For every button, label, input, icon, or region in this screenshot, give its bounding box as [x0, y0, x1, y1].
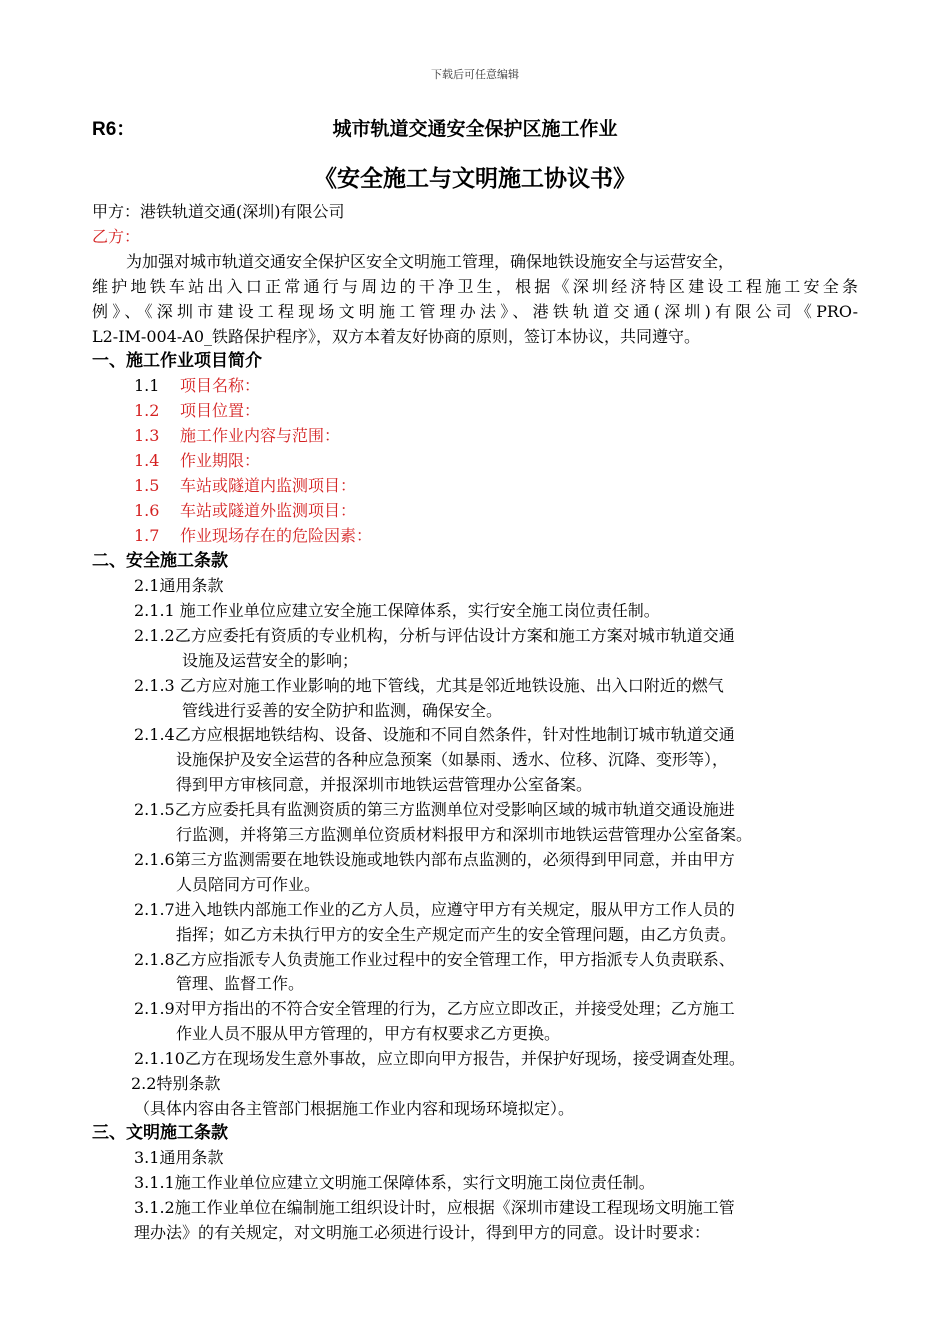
clause-line: 人员陪同方可作业。: [176, 875, 321, 894]
item-number: 1.1: [134, 376, 160, 395]
clause-line: 指挥；如乙方未执行甲方的安全生产规定而产生的安全管理问题，由乙方负责。: [176, 925, 737, 944]
subsection-heading: 3.1通用条款: [134, 1148, 224, 1167]
project-item: [134, 526, 372, 546]
section-heading: 一、施工作业项目简介: [92, 351, 262, 371]
section-heading: 二、安全施工条款: [92, 551, 228, 571]
item-number: 1.2: [134, 401, 160, 420]
section-heading: 三、文明施工条款: [92, 1123, 228, 1143]
clause-line: 管理、监督工作。: [176, 974, 305, 993]
project-item: [134, 426, 340, 446]
clause-line: 3.1.1施工作业单位应建立文明施工保障体系，实行文明施工岗位责任制。: [134, 1173, 655, 1192]
document-code: R6：: [92, 119, 136, 140]
item-label: 项目名称：: [180, 376, 261, 395]
clause-line: 2.1.7进入地铁内部施工作业的乙方人员，应遵守甲方有关规定，服从甲方工作人员的: [134, 900, 735, 919]
clause-line: 理办法》的有关规定，对文明施工必须进行设计，得到甲方的同意。设计时要求：: [134, 1223, 711, 1242]
clause-line: 2.1.2乙方应委托有资质的专业机构，分析与评估设计方案和施工方案对城市轨道交通: [134, 626, 735, 645]
clause-line: 管线进行妥善的安全防护和监测，确保安全。: [182, 701, 503, 720]
project-item: [134, 501, 356, 521]
item-label: 车站或隧道内监测项目：: [180, 476, 357, 495]
clause-line: 2.1.6第三方监测需要在地铁设施或地铁内部布点监测的，必须得到甲同意，并由甲方: [134, 850, 735, 869]
clause-line: 3.1.2施工作业单位在编制施工组织设计时，应根据《深圳市建设工程现场文明施工管: [134, 1198, 735, 1217]
document-subtitle: 《安全施工与文明施工协议书》: [314, 166, 636, 192]
page-header-note: 下载后可任意编辑: [431, 68, 519, 81]
party-a: 甲方：港铁轨道交通(深圳)有限公司: [92, 202, 345, 221]
project-item: [134, 376, 260, 396]
intro-line: 维护地铁车站出入口正常通行与周边的干净卫生，根据《深圳经济特区建设工程施工安全条: [92, 277, 858, 296]
party-b: 乙方：: [92, 227, 141, 246]
subsection-heading: 2.1通用条款: [134, 576, 224, 595]
item-number: 1.4: [134, 451, 160, 470]
clause-line: 作业人员不服从甲方管理的，甲方有权要求乙方更换。: [176, 1024, 561, 1043]
project-item: [134, 476, 356, 496]
project-item: [134, 451, 260, 471]
item-number: 1.6: [134, 501, 160, 520]
clause-line: 2.1.3 乙方应对施工作业影响的地下管线，尤其是邻近地铁设施、出入口附近的燃气: [134, 676, 724, 695]
project-item: [134, 401, 260, 421]
clause-note: （具体内容由各主管部门根据施工作业内容和现场环境拟定）。: [134, 1099, 575, 1118]
intro-line: 为加强对城市轨道交通安全保护区安全文明施工管理，确保地铁设施安全与运营安全，: [126, 252, 735, 271]
clause-line: 2.1.1 施工作业单位应建立安全施工保障体系，实行安全施工岗位责任制。: [134, 601, 660, 620]
item-number: 1.5: [134, 476, 160, 495]
item-label: 作业期限：: [180, 451, 261, 470]
clause-line: 设施及运营安全的影响；: [182, 651, 359, 670]
clause-line: 2.1.9对甲方指出的不符合安全管理的行为，乙方应立即改正，并接受处理；乙方施工: [134, 999, 735, 1018]
clause-line: 2.1.5乙方应委托具有监测资质的第三方监测单位对受影响区域的城市轨道交通设施进: [134, 800, 735, 819]
item-label: 车站或隧道外监测项目：: [180, 501, 357, 520]
item-label: 作业现场存在的危险因素：: [180, 526, 373, 545]
document-title: 城市轨道交通安全保护区施工作业: [332, 118, 618, 140]
subsection-heading: 2.2特别条款: [131, 1074, 221, 1093]
clause-line: 2.1.10乙方在现场发生意外事故，应立即向甲方报告，并保护好现场，接受调查处理。: [134, 1049, 745, 1068]
clause-line: 行监测，并将第三方监测单位资质材料报甲方和深圳市地铁运营管理办公室备案。: [176, 825, 753, 844]
item-number: 1.3: [134, 426, 160, 445]
item-number: 1.7: [134, 526, 160, 545]
intro-line: L2-IM-004-A0_铁路保护程序》，双方本着友好协商的原则，签订本协议，共同遵守。: [92, 327, 701, 346]
item-label: 施工作业内容与范围：: [180, 426, 341, 445]
clause-line: 得到甲方审核同意，并报深圳市地铁运营管理办公室备案。: [176, 775, 593, 794]
clause-line: 设施保护及安全运营的各种应急预案（如暴雨、透水、位移、沉降、变形等），: [176, 750, 729, 769]
item-label: 项目位置：: [180, 401, 261, 420]
clause-line: 2.1.8乙方应指派专人负责施工作业过程中的安全管理工作，甲方指派专人负责联系、: [134, 950, 735, 969]
intro-line: 例》、《深圳市建设工程现场文明施工管理办法》、港铁轨道交通(深圳)有限公司《PRO-: [92, 302, 858, 321]
clause-line: 2.1.4乙方应根据地铁结构、设备、设施和不同自然条件，针对性地制订城市轨道交通: [134, 725, 735, 744]
